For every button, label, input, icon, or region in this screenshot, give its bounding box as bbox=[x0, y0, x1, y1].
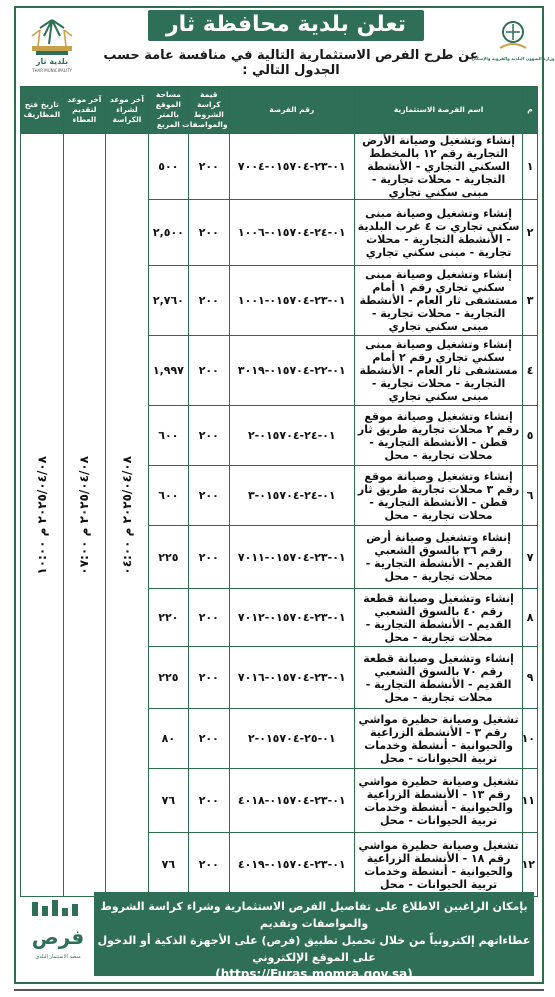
footer-notice bbox=[94, 892, 534, 981]
row-index: ٩ bbox=[523, 647, 538, 709]
row-cost: ٢٠٠ bbox=[189, 709, 229, 769]
row-area: ٦٠٠ bbox=[148, 406, 188, 466]
row-area: ٧٦ bbox=[148, 769, 188, 833]
row-name: إنشاء وتشغيل وصيانة قطعة رقم ٤٠ بالسوق الشعبي القديم - الأنشطة التجارية - محلات تجارية - محل bbox=[355, 589, 523, 647]
col-header-opening-date: تاريخ فتح المظاريف bbox=[21, 87, 64, 134]
col-header-name: اسم الفرصة الاستثمارية bbox=[355, 87, 523, 134]
row-index: ٢ bbox=[523, 200, 538, 266]
furas-logo-text: فرص bbox=[31, 925, 85, 949]
row-area: ٥٠٠ bbox=[148, 134, 188, 200]
footer bbox=[20, 892, 538, 981]
row-index: ٤ bbox=[523, 336, 538, 406]
row-name: إنشاء وتشغيل وصيانة موقع رقم ٢ محلات تجارية طريق ثار قطن - الأنشطة التجارية - محلات تجارية - محل bbox=[355, 406, 523, 466]
logo-left-text: بلدية ثار bbox=[35, 57, 69, 66]
row-cost: ٢٠٠ bbox=[189, 466, 229, 526]
furas-logo bbox=[24, 898, 92, 970]
header bbox=[16, 8, 555, 80]
row-name: إنشاء وتشغيل وصيانة قطعة رقم ٧٠ بالسوق الشعبي القديم - الأنشطة التجارية - محلات تجارية - محل bbox=[355, 647, 523, 709]
announcement-page bbox=[14, 6, 555, 984]
logo-left-subtext: THAR MUNICIPALITY bbox=[32, 68, 72, 73]
row-index: ٥ bbox=[523, 406, 538, 466]
footer-line-2: عطاءاتهم إلكترونياً من خلال تحميل تطبيق (فرص) على الأجهزة الذكية أو الدخول على الموقع الإلكتروني bbox=[97, 934, 531, 964]
row-area: ٢,٧٦٠ bbox=[148, 266, 188, 336]
opening-date-cell bbox=[21, 134, 64, 897]
row-code: ٠١-٢٤-٠١٥٧٠٤-٢ bbox=[229, 406, 355, 466]
row-cost: ٢٠٠ bbox=[189, 200, 229, 266]
row-index: ١١ bbox=[523, 769, 538, 833]
row-index: ١٢ bbox=[523, 833, 538, 897]
row-area: ١,٩٩٧ bbox=[148, 336, 188, 406]
row-area: ٢,٥٠٠ bbox=[148, 200, 188, 266]
row-cost: ٢٠٠ bbox=[189, 589, 229, 647]
row-index: ١ bbox=[523, 134, 538, 200]
row-area: ٧٦ bbox=[148, 833, 188, 897]
row-name: إنشاء وتشغيل وصيانة مبنى سكني تجاري رقم ١ أمام مستشفى ثار العام - الأنشطة التجارية - محلات تجارية - مبنى سكني تجاري bbox=[355, 266, 523, 336]
row-index: ٧ bbox=[523, 526, 538, 589]
row-code: ٠١-٢٣-٠١٥٧٠٤-٧٠٠٤ bbox=[229, 134, 355, 200]
logo-right-text: وزارة الشؤون البلدية والقروية والإسكان bbox=[471, 56, 555, 61]
submit-deadline-cell bbox=[63, 134, 106, 897]
row-cost: ٢٠٠ bbox=[189, 647, 229, 709]
row-cost: ٢٠٠ bbox=[189, 526, 229, 589]
row-code: ٠١-٢٣-٠١٥٧٠٤-٧٠١٦ bbox=[229, 647, 355, 709]
page-subtitle: عن طرح الفرص الاستثمارية التالية في منافسة عامة حسب الجدول التالي : bbox=[103, 48, 479, 78]
row-index: ٨ bbox=[523, 589, 538, 647]
row-code: ٠١-٢٥-٠١٥٧٠٤-٢ bbox=[229, 709, 355, 769]
row-index: ٣ bbox=[523, 266, 538, 336]
row-cost: ٢٠٠ bbox=[189, 833, 229, 897]
furas-website-link[interactable]: (https://Furas.momra.gov.sa) bbox=[215, 967, 413, 981]
row-area: ٢٢٥ bbox=[148, 526, 188, 589]
opportunities-table bbox=[20, 86, 538, 897]
row-code: ٠١-٢٣-٠١٥٧٠٤-٤٠١٩ bbox=[229, 833, 355, 897]
row-name: تشغيل وصيانة حظيرة مواشي رقم ٣ - الأنشطة الزراعية والحيوانية - أنشطة وخدمات تربية الحيوانات - محل bbox=[355, 709, 523, 769]
table-header-row bbox=[21, 87, 538, 134]
col-header-area: مساحة الموقع بالمتر المربع bbox=[148, 87, 188, 134]
row-name: إنشاء وتشغيل وصيانة الأرض التجارية رقم ١٢ بالمخطط السكني التجاري - الأنشطة التجارية - محلات تجارية - مبنى سكني تجاري bbox=[355, 134, 523, 200]
furas-logo-subtext: منصة الاستثمار البلدي bbox=[35, 954, 81, 960]
footer-line-1: بإمكان الراغبين الاطلاع على تفاصيل الفرص الاستثمارية وشراء كراسة الشروط والمواصفات وتقديم bbox=[100, 900, 528, 930]
col-header-submit-deadline: آخر موعد لتقديم العطاء bbox=[63, 87, 106, 134]
purchase-deadline: ٢٠٢٥/٠٤/٠٨ م ٠٤:٠٠ bbox=[119, 455, 134, 575]
row-name: إنشاء وتشغيل وصيانة مبنى سكني تجاري ت ٤ غرب البلدية - الأنشطة التجارية - محلات تجارية - مبنى سكني تجاري bbox=[355, 200, 523, 266]
col-header-cost: قيمة كراسة الشروط والمواصفات bbox=[189, 87, 229, 134]
row-name: إنشاء وتشغيل وصيانة أرض رقم ٣٦ بالسوق الشعبي القديم - الأنشطة التجارية - محلات تجارية - محل bbox=[355, 526, 523, 589]
row-code: ٠١-٢٣-٠١٥٧٠٤-٧٠١١ bbox=[229, 526, 355, 589]
row-cost: ٢٠٠ bbox=[189, 769, 229, 833]
row-cost: ٢٠٠ bbox=[189, 266, 229, 336]
col-header-index: م bbox=[523, 87, 538, 134]
row-code: ٠١-٢٣-٠١٥٧٠٤-١٠٠١ bbox=[229, 266, 355, 336]
row-name: تشغيل وصيانة حظيرة مواشي رقم ١٨ - الأنشطة الزراعية والحيوانية - أنشطة وخدمات تربية الحيوانات - محل bbox=[355, 833, 523, 897]
row-name: تشغيل وصيانة حظيرة مواشي رقم ١٣ - الأنشطة الزراعية والحيوانية - أنشطة وخدمات تربية الحيوانات - محل bbox=[355, 769, 523, 833]
row-area: ٢٢٥ bbox=[148, 647, 188, 709]
row-code: ٠١-٢٢-٠١٥٧٠٤-٣٠١٩ bbox=[229, 336, 355, 406]
purchase-deadline-cell bbox=[106, 134, 149, 897]
row-area: ٨٠ bbox=[148, 709, 188, 769]
page-title: تعلن بلدية محافظة ثار bbox=[148, 10, 424, 41]
row-index: ١٠ bbox=[523, 709, 538, 769]
row-area: ٢٢٠ bbox=[148, 589, 188, 647]
ministry-logo bbox=[471, 18, 555, 74]
row-index: ٦ bbox=[523, 466, 538, 526]
row-area: ٦٠٠ bbox=[148, 466, 188, 526]
col-header-purchase-deadline: آخر موعد لشراء الكراسة bbox=[106, 87, 149, 134]
col-header-code: رقم الفرصة bbox=[229, 87, 355, 134]
row-code: ٠١-٢٤-٠١٥٧٠٤-١٠٠٦ bbox=[229, 200, 355, 266]
row-code: ٠١-٢٣-٠١٥٧٠٤-٤٠١٨ bbox=[229, 769, 355, 833]
row-cost: ٢٠٠ bbox=[189, 336, 229, 406]
table-row bbox=[21, 134, 538, 200]
row-cost: ٢٠٠ bbox=[189, 406, 229, 466]
submit-deadline: ٢٠٢٥/٠٤/٠٨ م ٠٧:٠٠ bbox=[77, 455, 92, 575]
row-code: ٠١-٢٤-٠١٥٧٠٤-٣ bbox=[229, 466, 355, 526]
row-code: ٠١-٢٣-٠١٥٧٠٤-٧٠١٢ bbox=[229, 589, 355, 647]
opening-date: ٢٠٢٥/٠٤/٠٨ م ١٠:٠٠ bbox=[34, 455, 49, 575]
row-cost: ٢٠٠ bbox=[189, 134, 229, 200]
thar-municipality-logo bbox=[26, 16, 78, 74]
divider bbox=[14, 989, 544, 991]
row-name: إنشاء وتشغيل وصيانة مبنى سكني تجاري رقم ٢ أمام مستشفى ثار العام - الأنشطة التجارية - محلات تجارية - مبنى سكني تجاري bbox=[355, 336, 523, 406]
row-name: إنشاء وتشغيل وصيانة موقع رقم ٣ محلات تجارية طريق ثار قطن - الأنشطة التجارية - محلات تجارية - محل bbox=[355, 466, 523, 526]
